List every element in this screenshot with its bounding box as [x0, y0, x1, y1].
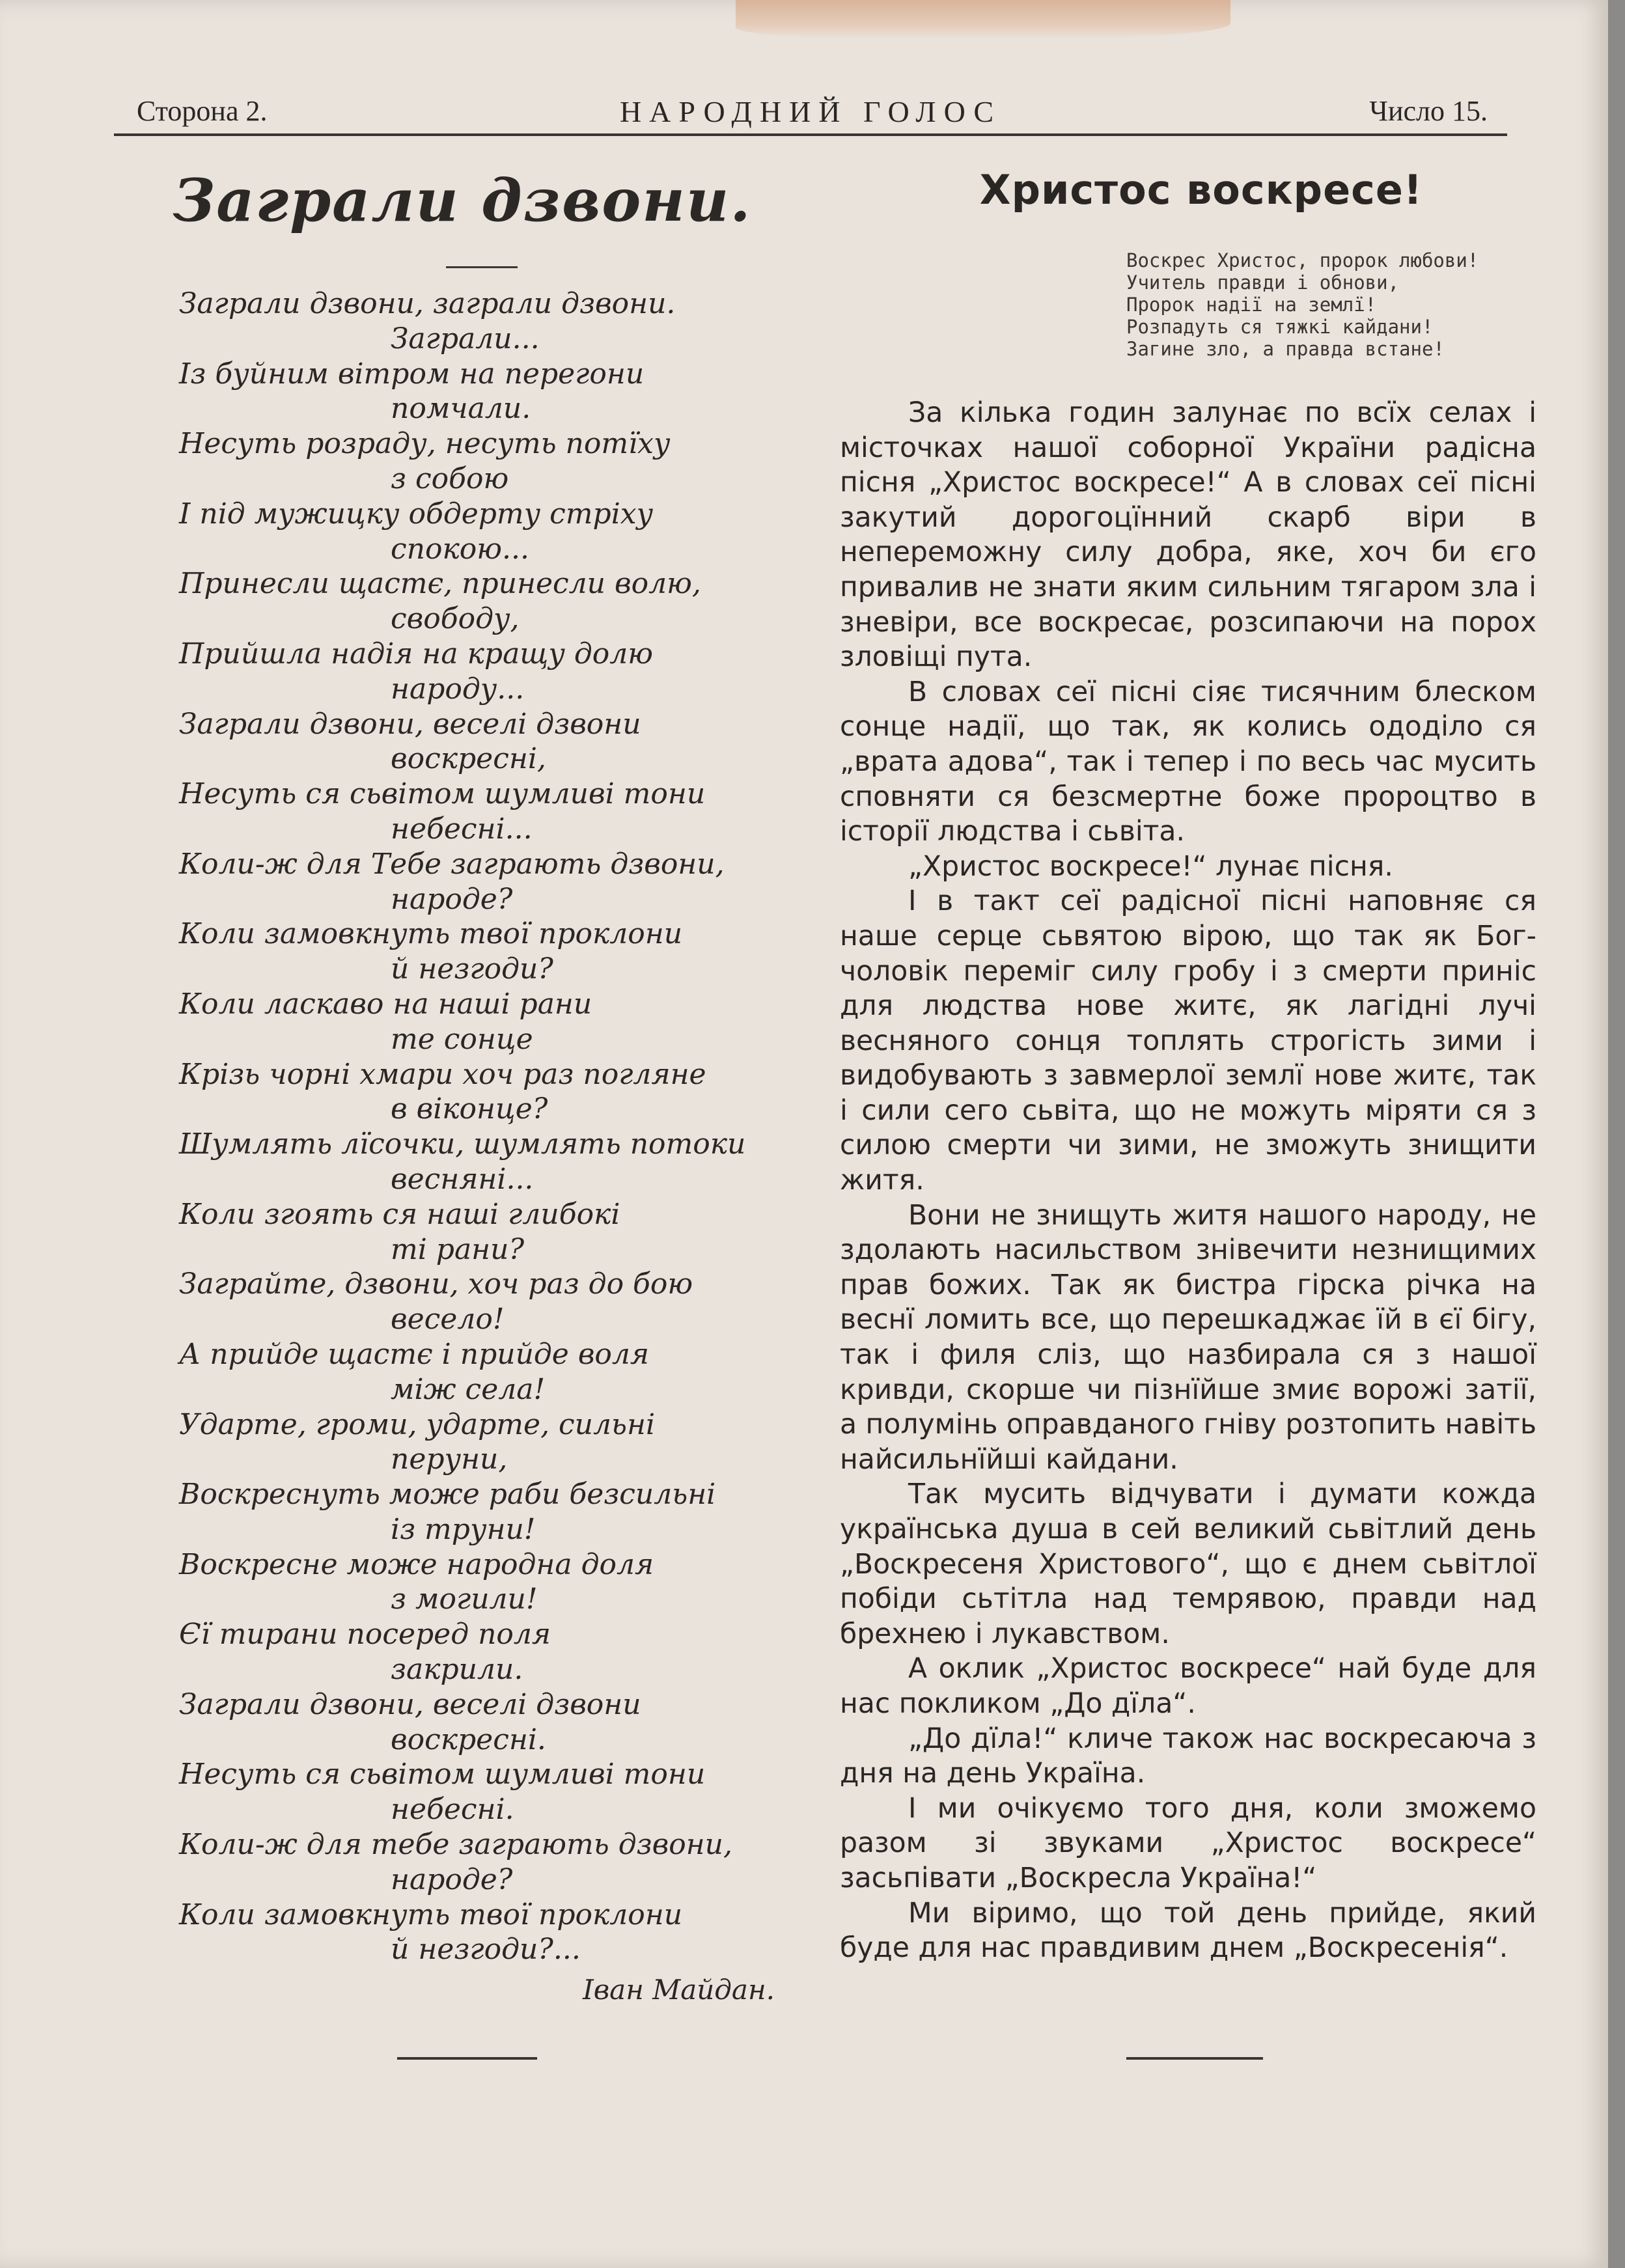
- page-number: Сторона 2.: [137, 95, 268, 127]
- article-paragraph: Вони не знищуть житя нашого народу, не здолають насильством знівечити незнищимих прав божих. Так як бистра гірска річка на веснї ломить все, що перешкаджає їй в єї бігу, так і филя сліз, що назбирала ся з нашої кривди, скорше чи пізнїйше змиє ворожі затії, а полумінь оправданого гніву розтопить навіть найсильнїйші кайдани.: [840, 1199, 1536, 1476]
- article-column: [840, 166, 1536, 1966]
- article-paragraph: За кілька годин залунає по всїх селах і місточках нашої соборної України радісна пісня „Христос воскресе!“ А в словах сеї пісні закутий дорогоцїнний скарб віри в непереможну силу добра, яке, хоч би єго привалив не знати яким сильним тягаром зла і зневіри, все воскресає, розсипаючи на порох зловіщі пута.: [840, 397, 1536, 674]
- poem-line: народе?: [391, 882, 513, 916]
- poem-line: Несуть ся сьвітом шумливі тони: [179, 1758, 706, 1791]
- poem-line: з могили!: [391, 1583, 538, 1616]
- poem-line: Коли ласкаво на наші рани: [179, 987, 592, 1021]
- poem-line: Принесли щастє, принесли волю,: [179, 567, 701, 601]
- poem-line: Коли згоять ся наші глибокі: [179, 1197, 620, 1231]
- poem-line: Заграли дзвони, веселі дзвони: [179, 707, 641, 741]
- poem-line: те сонце: [391, 1022, 533, 1056]
- page-header: [114, 88, 1507, 136]
- poem-body: [163, 286, 801, 1967]
- poem-line: весело!: [391, 1303, 505, 1336]
- poem-line: в віконце?: [391, 1092, 548, 1126]
- poem-line: Із буйним вітром на перегони: [179, 357, 645, 391]
- poem-line: небесні.: [391, 1793, 514, 1827]
- poem-author: Іван Майдан.: [583, 1974, 775, 2006]
- poem-line: перуни,: [391, 1443, 508, 1476]
- poem-line: Заграли дзвони, веселі дзвони: [179, 1687, 641, 1721]
- poem-line: свободу,: [391, 602, 520, 636]
- poem-line: І під мужицку обдерту стріху: [179, 497, 654, 531]
- epigraph-line: Воскрес Христос, пророк любови!: [1126, 249, 1479, 271]
- epigraph-line: Пророк надії на землї!: [1126, 294, 1377, 316]
- poem-line: Несуть ся сьвітом шумливі тони: [179, 777, 706, 811]
- poem-line: Коли-ж для тебе заграють дзвони,: [179, 1828, 732, 1862]
- poem-line: ті рани?: [391, 1232, 525, 1266]
- poem-line: Несуть розраду, несуть потїху: [179, 427, 671, 461]
- article-paragraph: Ми віримо, що той день прийде, який буде для нас правдивим днем „Воскресенія“.: [840, 1897, 1536, 1965]
- poem-line: між села!: [391, 1372, 546, 1406]
- poem-line: закрили.: [391, 1653, 523, 1687]
- article-paragraph: В словах сеї пісні сіяє тисячним блеском сонце надії, що так, як колись ододіло ся „врата адова“, так і тепер і по весь час мусить сповняти ся безсмертне боже пророцтво в історії людства і сьвіта.: [840, 676, 1536, 848]
- epigraph-line: Учитель правди і обнови,: [1126, 271, 1400, 294]
- article-paragraph: І в такт сеї радісної пісні наповняє ся наше серце сьвятою вірою, що так як Бог-чоловік переміг силу гробу і з смерти приніс для людства нове житє, як лагідні лучі весняного сонця топлять строгість зими і видобувають з завмерлої землї нове житє, так і сили сего сьвіта, що не можуть міряти ся з силою смерти чи зими, не зможуть знищити житя.: [840, 885, 1536, 1197]
- poem-line: Коли замовкнуть твої проклони: [179, 917, 683, 951]
- poem-line: Заграйте, дзвони, хоч раз до бою: [179, 1267, 693, 1301]
- poem-line: Коли замовкнуть твої проклони: [179, 1898, 683, 1931]
- column-end-rule: [397, 2057, 537, 2060]
- poem-line: із труни!: [391, 1512, 536, 1546]
- poem-line: Коли-ж для Тебе заграють дзвони,: [179, 847, 725, 881]
- poem-line: Прийшла надія на кращу долю: [179, 637, 653, 671]
- poem-line: Заграли...: [391, 322, 540, 355]
- poem-column: [163, 166, 801, 2006]
- poem-line: небесні...: [391, 812, 533, 846]
- article-paragraph: „До дїла!“ кличе також нас воскресаюча з дня на день Україна.: [840, 1722, 1536, 1790]
- article-title: Христос воскресе!: [979, 166, 1423, 214]
- poem-title: Заграли дзвони.: [173, 166, 752, 235]
- poem-line: й незгоди?...: [391, 1933, 581, 1967]
- article-body: [840, 396, 1536, 1966]
- poem-line: народу...: [391, 672, 525, 706]
- poem-line: Воскресне може народна доля: [179, 1547, 654, 1581]
- issue-number: Число 15.: [1369, 95, 1488, 127]
- newspaper-title: НАРОДНИЙ ГОЛОС: [619, 95, 1002, 128]
- poem-line: Крізь чорні хмари хоч раз погляне: [179, 1057, 706, 1091]
- article-paragraph: Так мусить відчувати і думати кожда українська душа в сей великий сьвітлий день „Воскресеня Христового“, що є днем сьвітлої побіди сьтітла над темрявою, правди над брехнею і лукавством.: [840, 1478, 1536, 1650]
- article-paragraph: „Христос воскресе!“ лунає пісня.: [908, 850, 1393, 883]
- poem-line: народе?: [391, 1862, 513, 1896]
- poem-line: Єї тирани посеред поля: [179, 1618, 551, 1652]
- epigraph-line: Загине зло, а правда встане!: [1126, 338, 1445, 360]
- poem-line: помчали.: [391, 392, 531, 426]
- poem-line: спокою...: [391, 532, 529, 566]
- poem-line: Шумлять лїсочки, шумлять потоки: [179, 1127, 746, 1161]
- column-end-rule: [1126, 2057, 1263, 2060]
- poem-line: весняні...: [391, 1162, 534, 1196]
- article-paragraph: І ми очікуємо того дня, коли зможемо разом зі звуками „Христос воскресе“ засьпівати „Воскресла Україна!“: [840, 1792, 1536, 1894]
- torn-edge: [736, 0, 1230, 39]
- poem-line: Заграли дзвони, заграли дзвони.: [179, 287, 676, 320]
- epigraph: [1126, 249, 1536, 360]
- poem-line: А прийде щастє і прийде воля: [179, 1337, 650, 1371]
- poem-line: воскресні.: [391, 1722, 546, 1756]
- poem-line: воскресні,: [391, 742, 546, 776]
- poem-line: Воскреснуть може раби безсильні: [179, 1478, 716, 1512]
- poem-line: Ударте, громи, ударте, сильні: [179, 1407, 656, 1441]
- poem-line: з собою: [391, 462, 509, 495]
- article-paragraph: А оклик „Христос воскресе“ най буде для нас покликом „До дїла“.: [840, 1653, 1536, 1720]
- epigraph-line: Розпадуть ся тяжкі кайдани!: [1126, 316, 1434, 338]
- title-divider: [446, 266, 518, 268]
- poem-line: й незгоди?: [391, 952, 553, 986]
